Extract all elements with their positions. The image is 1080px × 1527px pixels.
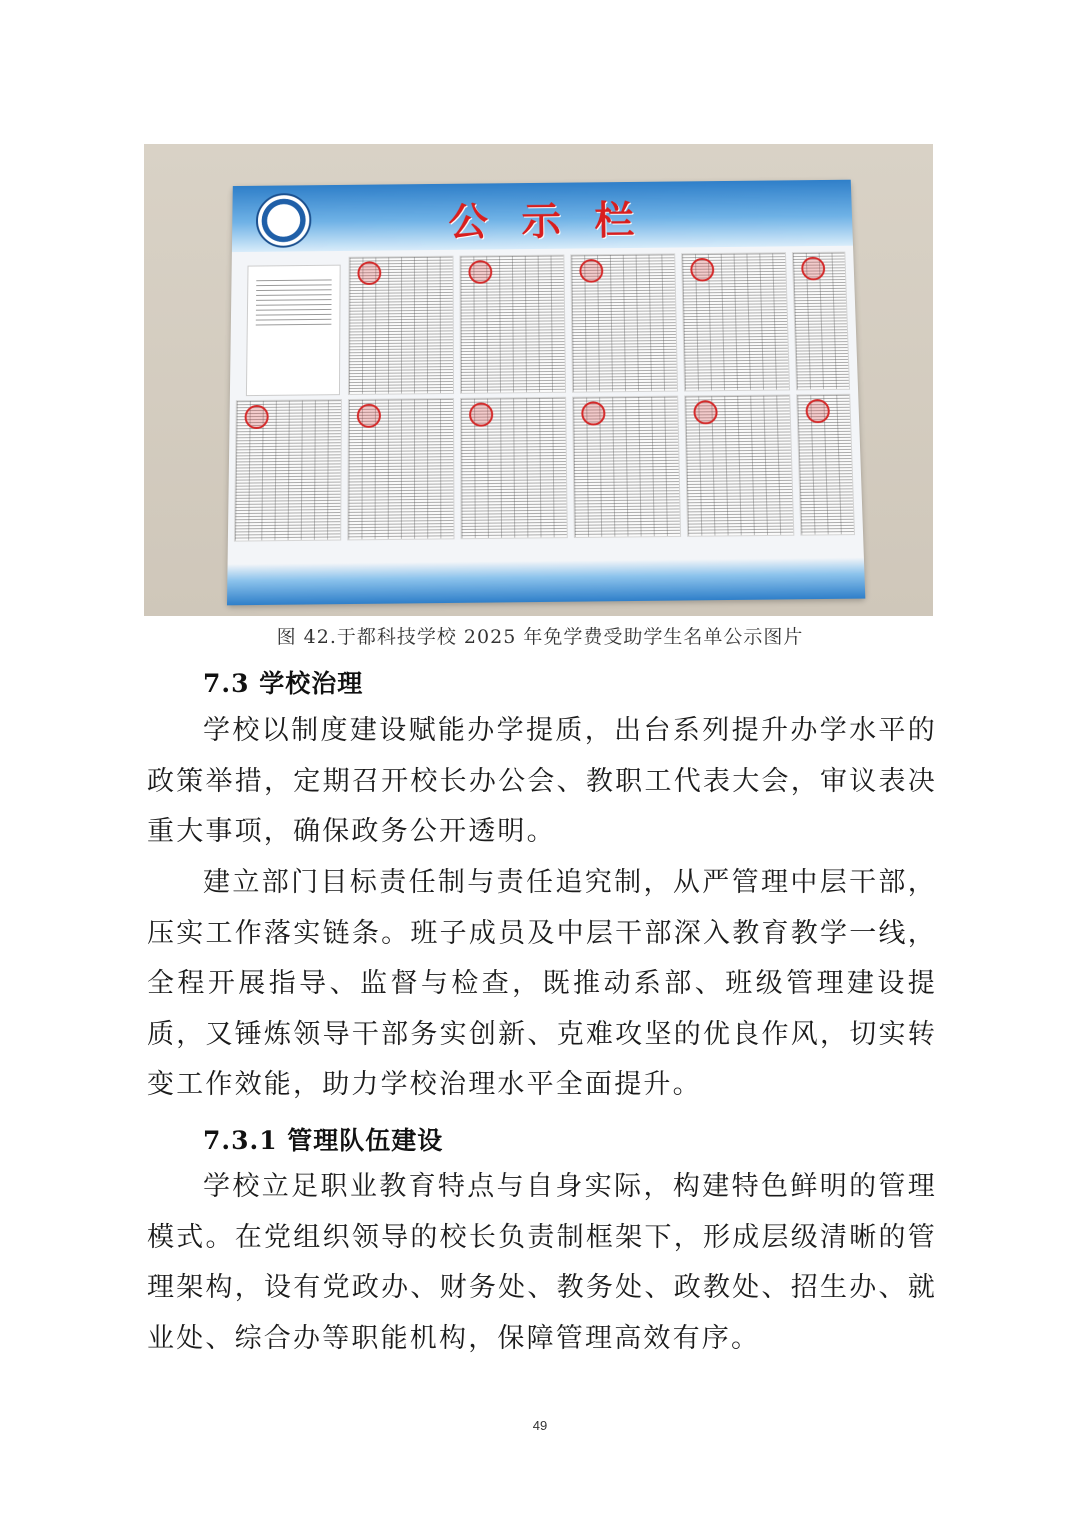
- seal-icon: [581, 401, 605, 425]
- board-footer: [227, 557, 865, 605]
- board-title: 公示栏: [448, 197, 669, 245]
- section-heading: 7.3 学校治理: [203, 669, 364, 698]
- list-sheet: [570, 253, 678, 392]
- seal-icon: [690, 258, 714, 282]
- seal-icon: [805, 399, 830, 423]
- seal-icon: [469, 403, 493, 427]
- list-sheet: [348, 256, 454, 395]
- list-sheet: [681, 252, 790, 391]
- list-sheet: [572, 396, 681, 538]
- page-number: 49: [532, 1418, 548, 1433]
- seal-icon: [693, 400, 718, 424]
- seal-icon: [244, 405, 268, 429]
- seal-icon: [579, 259, 603, 283]
- paragraph: 学校立足职业教育特点与自身实际，构建特色鲜明的管理模式。在党组织领导的校长负责制框架下，形成层级清晰的管理架构，设有党政办、财务处、教务处、政教处、招生办、就业处、综合办等职能机构，保障管理高效有序。: [147, 1171, 937, 1354]
- list-sheet: [792, 252, 850, 391]
- notice-sheet: [246, 265, 341, 396]
- seal-icon: [357, 404, 381, 428]
- figure-caption: 图 42.于都科技学校 2025 年免学费受助学生名单公示图片: [276, 626, 804, 648]
- seal-icon: [468, 260, 492, 284]
- school-logo-icon: [256, 193, 312, 248]
- paragraph: 学校以制度建设赋能办学提质，出台系列提升办学水平的政策举措，定期召开校长办公会、教职工代表大会，审议表决重大事项，确保政务公开透明。: [147, 715, 937, 847]
- paragraph: 建立部门目标责任制与责任追究制，从严管理中层干部，压实工作落实链条。班子成员及中层干部深入教育教学一线，全程开展指导、监督与检查，既推动系部、班级管理建设提质，又锤炼领导干部务实创新、克难攻坚的优良作风，切实转变工作效能，助力学校治理水平全面提升。: [147, 867, 937, 1100]
- notice-board: [227, 180, 865, 606]
- subsection-heading: 7.3.1 管理队伍建设: [203, 1126, 444, 1155]
- board-header: [232, 180, 853, 252]
- list-sheet: [684, 394, 794, 536]
- list-sheet: [796, 394, 855, 536]
- seal-icon: [357, 261, 381, 285]
- seal-icon: [801, 257, 826, 281]
- list-sheet: [234, 399, 342, 542]
- list-sheet: [347, 398, 454, 541]
- notice-board-photo: [144, 144, 933, 616]
- list-sheet: [459, 255, 566, 394]
- list-sheet: [460, 397, 568, 539]
